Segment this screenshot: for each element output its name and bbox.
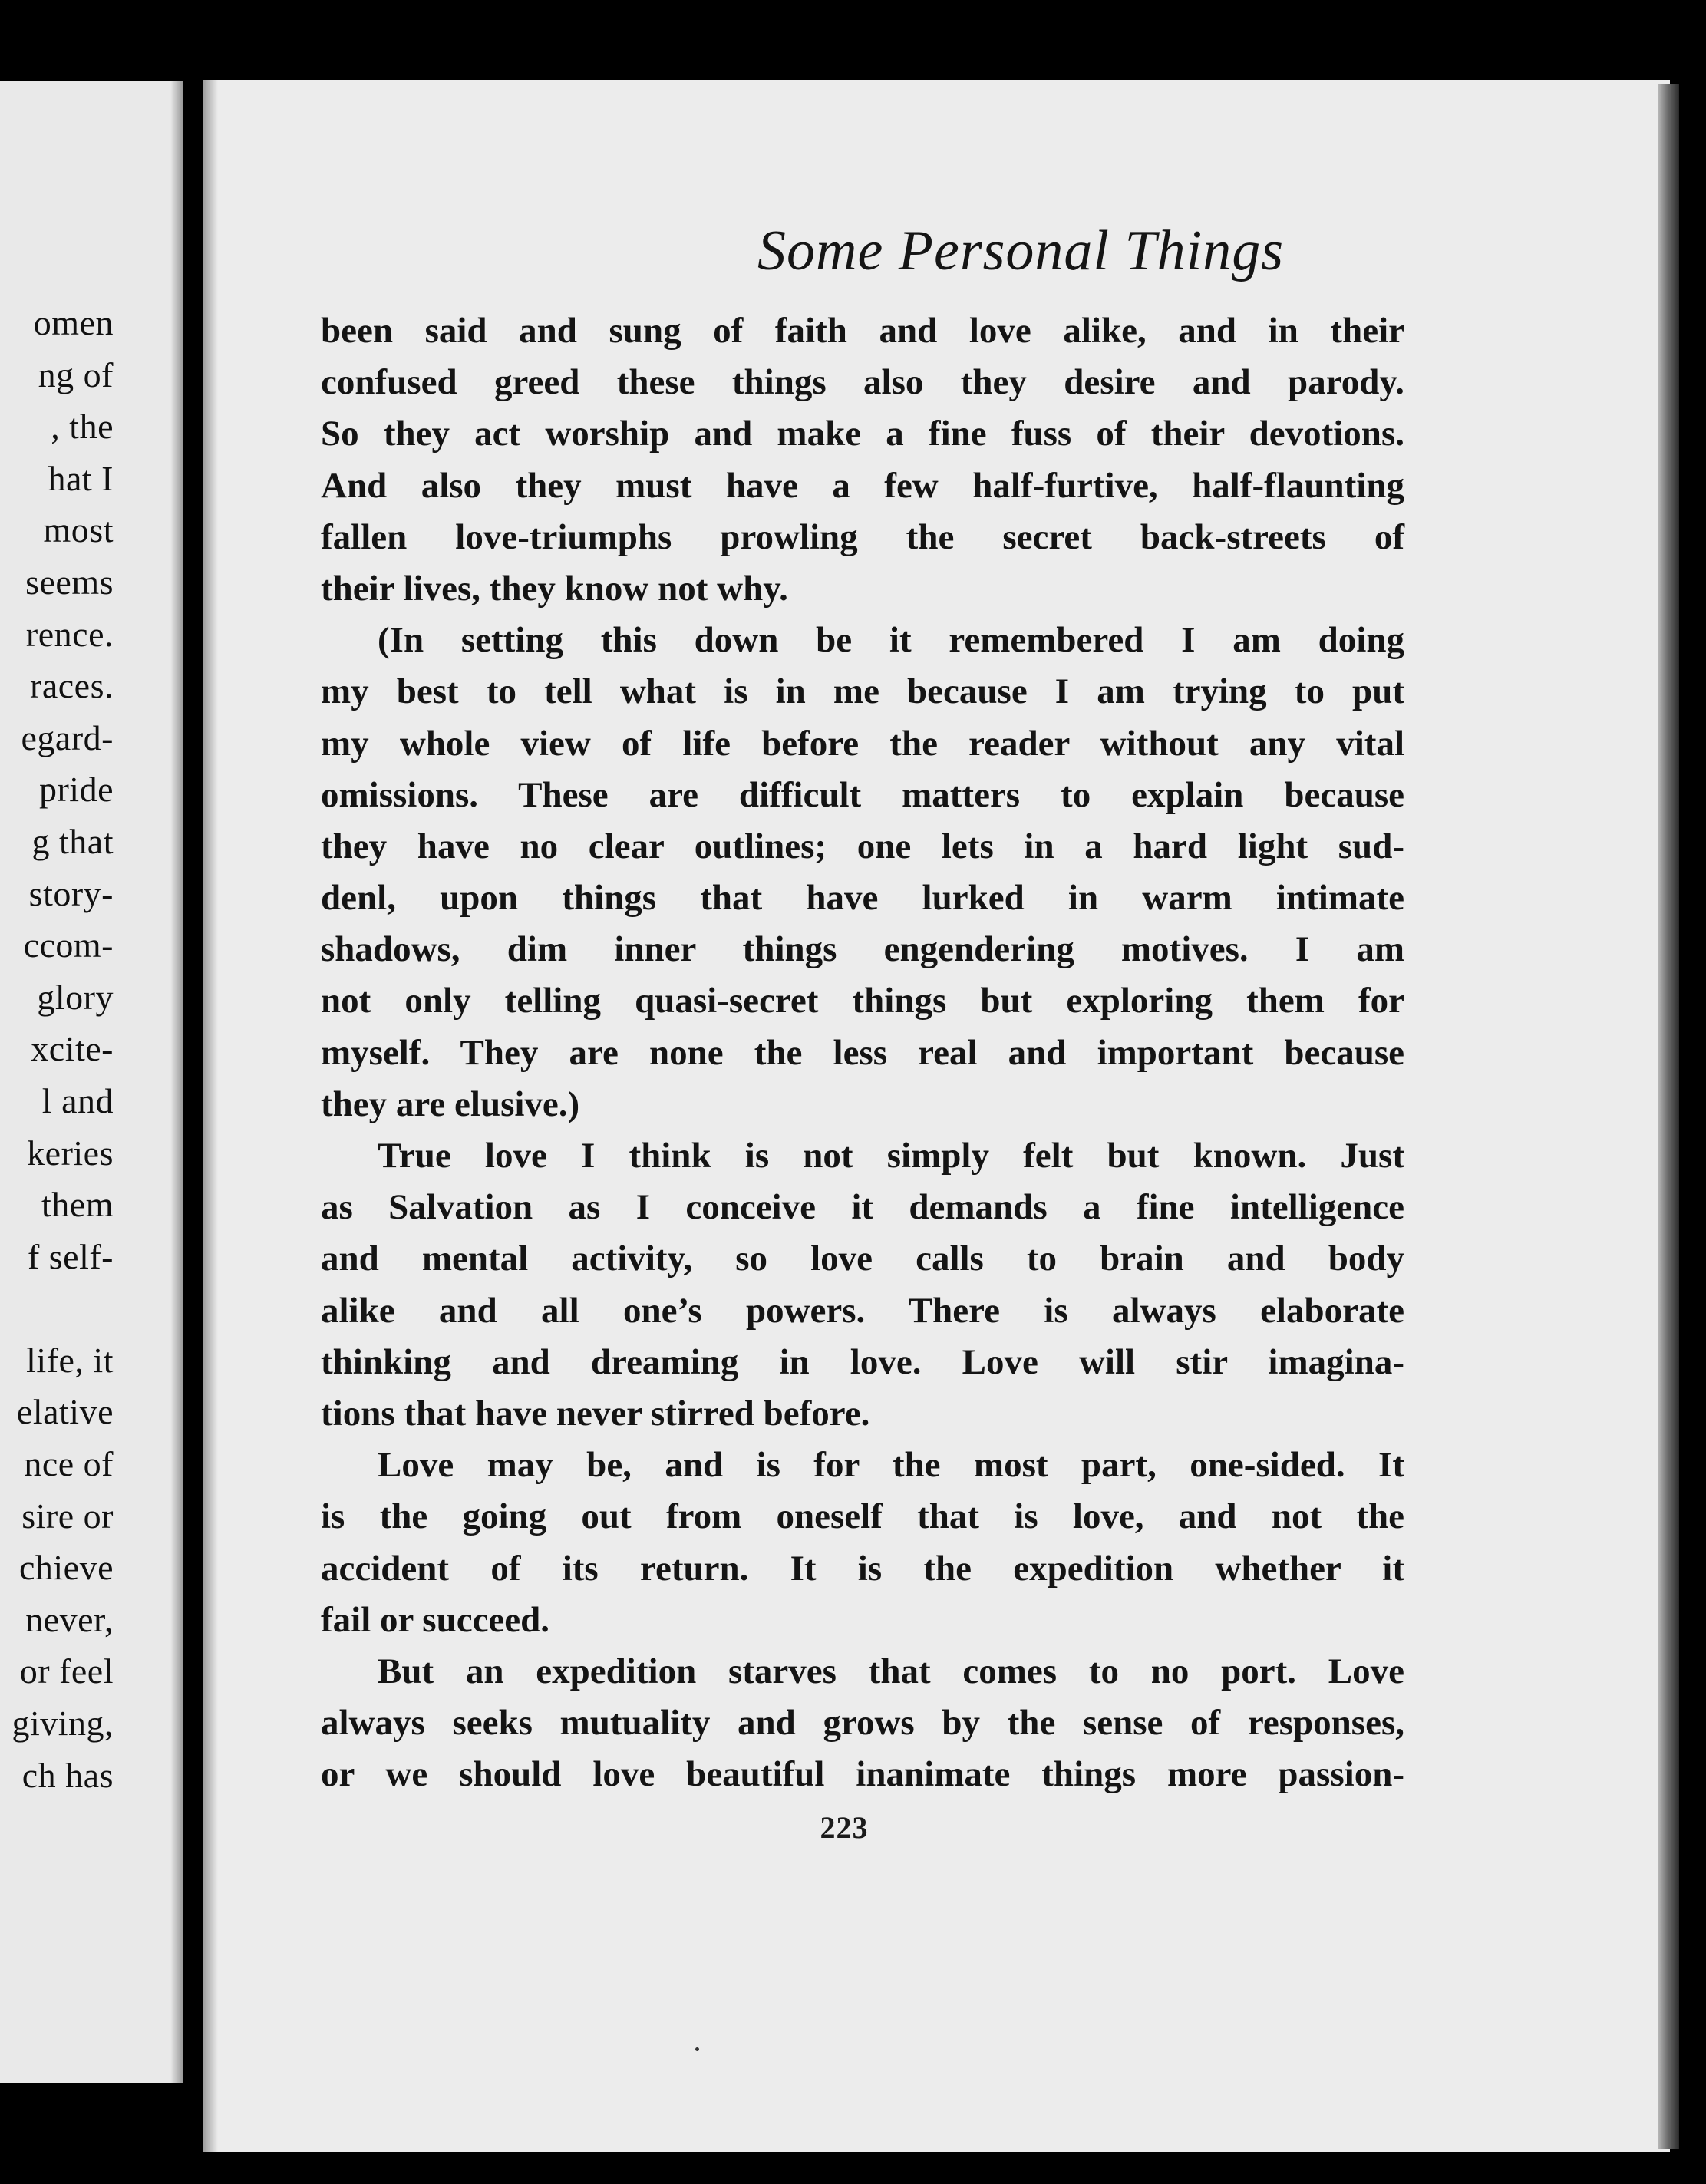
left-page-line: giving, — [12, 1704, 114, 1744]
left-page-line: never, — [25, 1599, 114, 1639]
left-page-line: story- — [28, 873, 114, 913]
text-line: they have no clear outlines; one lets in a hard light sud- — [321, 826, 1404, 866]
text-line: myself. They are none the less real and important because — [321, 1032, 1404, 1073]
text-line: (In setting this down be it remembered I am doing — [378, 620, 1404, 661]
page-fore-edge — [1658, 84, 1679, 2149]
text-line: omissions. These are difficult matters to explain because — [321, 774, 1404, 815]
left-page-line: keries — [27, 1133, 114, 1173]
left-page-line: or feel — [19, 1651, 114, 1691]
left-facing-page — [0, 81, 183, 2083]
text-line: or we should love beautiful inanimate things more passion- — [321, 1754, 1404, 1795]
left-page-line: pride — [38, 770, 114, 810]
left-page-line: f self- — [27, 1236, 114, 1276]
left-page-text-fragments — [0, 297, 114, 1801]
page-number: 223 — [820, 1810, 869, 1845]
text-line: they are elusive.) — [321, 1084, 580, 1124]
paragraph — [321, 305, 1404, 615]
text-line: not only telling quasi-secret things but exploring them for — [321, 981, 1404, 1021]
left-page-line: elative — [16, 1392, 114, 1432]
dust-speck — [695, 2047, 699, 2051]
text-line: thinking and dreaming in love. Love will stir imagina- — [321, 1341, 1404, 1382]
left-page-line: glory — [37, 977, 114, 1017]
text-line: confused greed these things also they desire and parody. — [321, 362, 1404, 403]
text-line: my best to tell what is in me because I am trying to put — [321, 671, 1404, 712]
text-line: is the going out from oneself that is love, and not the — [321, 1496, 1404, 1537]
text-line: alike and all one’s powers. There is always elaborate — [321, 1290, 1404, 1331]
text-line: accident of its return. It is the expedition whether it — [321, 1548, 1404, 1589]
left-page-line: chieve — [18, 1548, 114, 1588]
text-line: always seeks mutuality and grows by the sense of responses, — [321, 1703, 1404, 1744]
left-page-line: ch has — [21, 1755, 114, 1795]
text-line: Love may be, and is for the most part, one-sided. It — [378, 1445, 1404, 1486]
running-head: Some Personal Things — [757, 219, 1284, 282]
left-page-line: life, it — [26, 1340, 114, 1380]
left-page-line: omen — [33, 303, 114, 342]
text-line: been said and sung of faith and love alike, and in their — [321, 311, 1404, 351]
left-page-line: rence. — [25, 614, 114, 654]
text-line: tions that have never stirred before. — [321, 1393, 870, 1433]
paragraph — [321, 1646, 1404, 1801]
left-page-line: xcite- — [31, 1029, 114, 1069]
paragraph — [321, 1130, 1404, 1440]
text-line: fail or succeed. — [321, 1599, 550, 1640]
text-line: shadows, dim inner things engendering motives. I am — [321, 929, 1404, 970]
text-line: and mental activity, so love calls to brain and body — [321, 1239, 1404, 1279]
left-page-line: egard- — [21, 718, 114, 757]
left-page-line: them — [41, 1185, 114, 1225]
left-page-edge-shadow — [170, 81, 183, 2083]
left-page-line: nce of — [24, 1444, 114, 1484]
left-page-line: ng of — [38, 355, 114, 394]
text-line: my whole view of life before the reader without any vital — [321, 723, 1404, 764]
left-page-line: ccom- — [23, 925, 114, 965]
body-text — [321, 305, 1404, 1800]
text-line: And also they must have a few half-furtive, half-flaunting — [321, 465, 1404, 506]
left-page-line: sire or — [21, 1496, 114, 1536]
text-line: So they act worship and make a fine fuss of their devotions. — [321, 414, 1404, 454]
text-line: denl, upon things that have lurked in warm intimate — [321, 878, 1404, 919]
text-line: their lives, they know not why. — [321, 568, 788, 609]
text-line: But an expedition starves that comes to no port. Love — [378, 1651, 1404, 1691]
text-line: as Salvation as I conceive it demands a fine intelligence — [321, 1187, 1404, 1228]
left-page-line: g that — [31, 821, 114, 861]
paragraph — [321, 615, 1404, 1130]
page-binding-shadow — [203, 80, 218, 2152]
book-gutter — [183, 69, 203, 2141]
left-page-line: seems — [25, 562, 114, 602]
text-line: True love I think is not simply felt but known. Just — [378, 1136, 1404, 1176]
left-page-line: most — [43, 510, 114, 550]
left-page-line: races. — [30, 666, 114, 706]
left-page-line: l and — [41, 1080, 114, 1120]
paragraph — [321, 1440, 1404, 1646]
left-page-line — [0, 1282, 114, 1334]
left-page-line: , the — [51, 407, 114, 447]
text-line: fallen love-triumphs prowling the secret back-streets of — [321, 516, 1404, 557]
left-page-line: hat I — [48, 458, 114, 498]
